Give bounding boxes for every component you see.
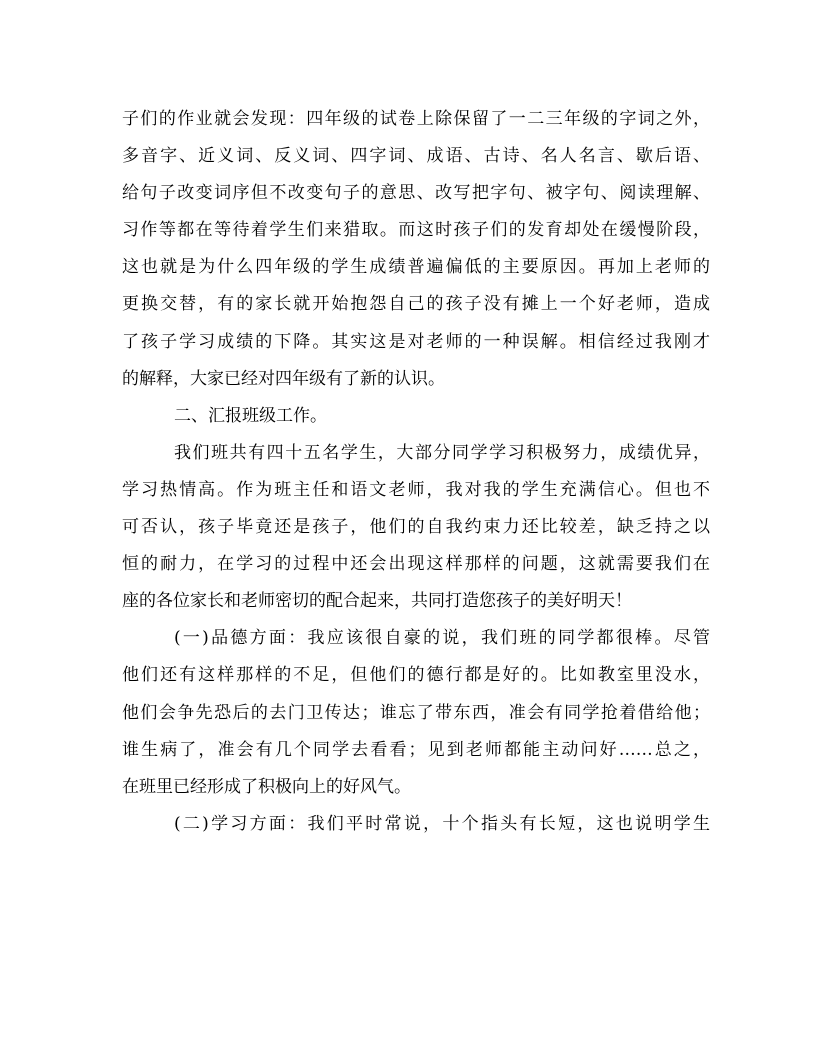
text-line: 更换交替，有的家长就开始抱怨自己的孩子没有摊上一个好老师，造成: [122, 294, 710, 315]
text-line: (一)品德方面：我应该很自豪的说，我们班的同学都很棒。尽管: [174, 628, 710, 649]
section-heading: 二、汇报班级工作。: [174, 405, 327, 426]
text-line: 他们会争先恐后的去门卫传达；谁忘了带东西，准会有同学抢着借给他；: [122, 702, 710, 723]
text-line: 恒的耐力，在学习的过程中还会出现这样那样的问题，这就需要我们在: [122, 554, 710, 575]
text-line: 这也就是为什么四年级的学生成绩普遍偏低的主要原因。再加上老师的: [122, 257, 710, 278]
text-line: 多音字、近义词、反义词、四字词、成语、古诗、名人名言、歇后语、: [122, 146, 710, 167]
text-line: 他们还有这样那样的不足，但他们的德行都是好的。比如教室里没水，: [122, 665, 710, 686]
text-line: 在班里已经形成了积极向上的好风气。: [122, 776, 411, 797]
text-line: 可否认，孩子毕竟还是孩子，他们的自我约束力还比较差，缺乏持之以: [122, 517, 710, 538]
text-line: 了孩子学习成绩的下降。其实这是对老师的一种误解。相信经过我刚才: [122, 331, 710, 352]
text-line: 子们的作业就会发现：四年级的试卷上除保留了一二三年级的字词之外，: [122, 109, 710, 129]
text-line: 给句子改变词序但不改变句子的意思、改写把字句、被字句、阅读理解、: [122, 183, 710, 204]
text-line: 我们班共有四十五名学生，大部分同学学习积极努力，成绩优异，: [174, 442, 710, 463]
text-line: 谁生病了，准会有几个同学去看看；见到老师都能主动问好……总之，: [122, 739, 710, 760]
text-line: 的解释，大家已经对四年级有了新的认识。: [122, 368, 445, 389]
text-line: 学习热情高。作为班主任和语文老师，我对我的学生充满信心。但也不: [122, 479, 710, 500]
text-line: 习作等都在等待着学生们来猎取。而这时孩子们的发育却处在缓慢阶段，: [122, 220, 710, 241]
text-line: 座的各位家长和老师密切的配合起来，共同打造您孩子的美好明天！: [122, 591, 632, 612]
text-line: (二)学习方面：我们平时常说，十个指头有长短，这也说明学生: [174, 813, 710, 834]
